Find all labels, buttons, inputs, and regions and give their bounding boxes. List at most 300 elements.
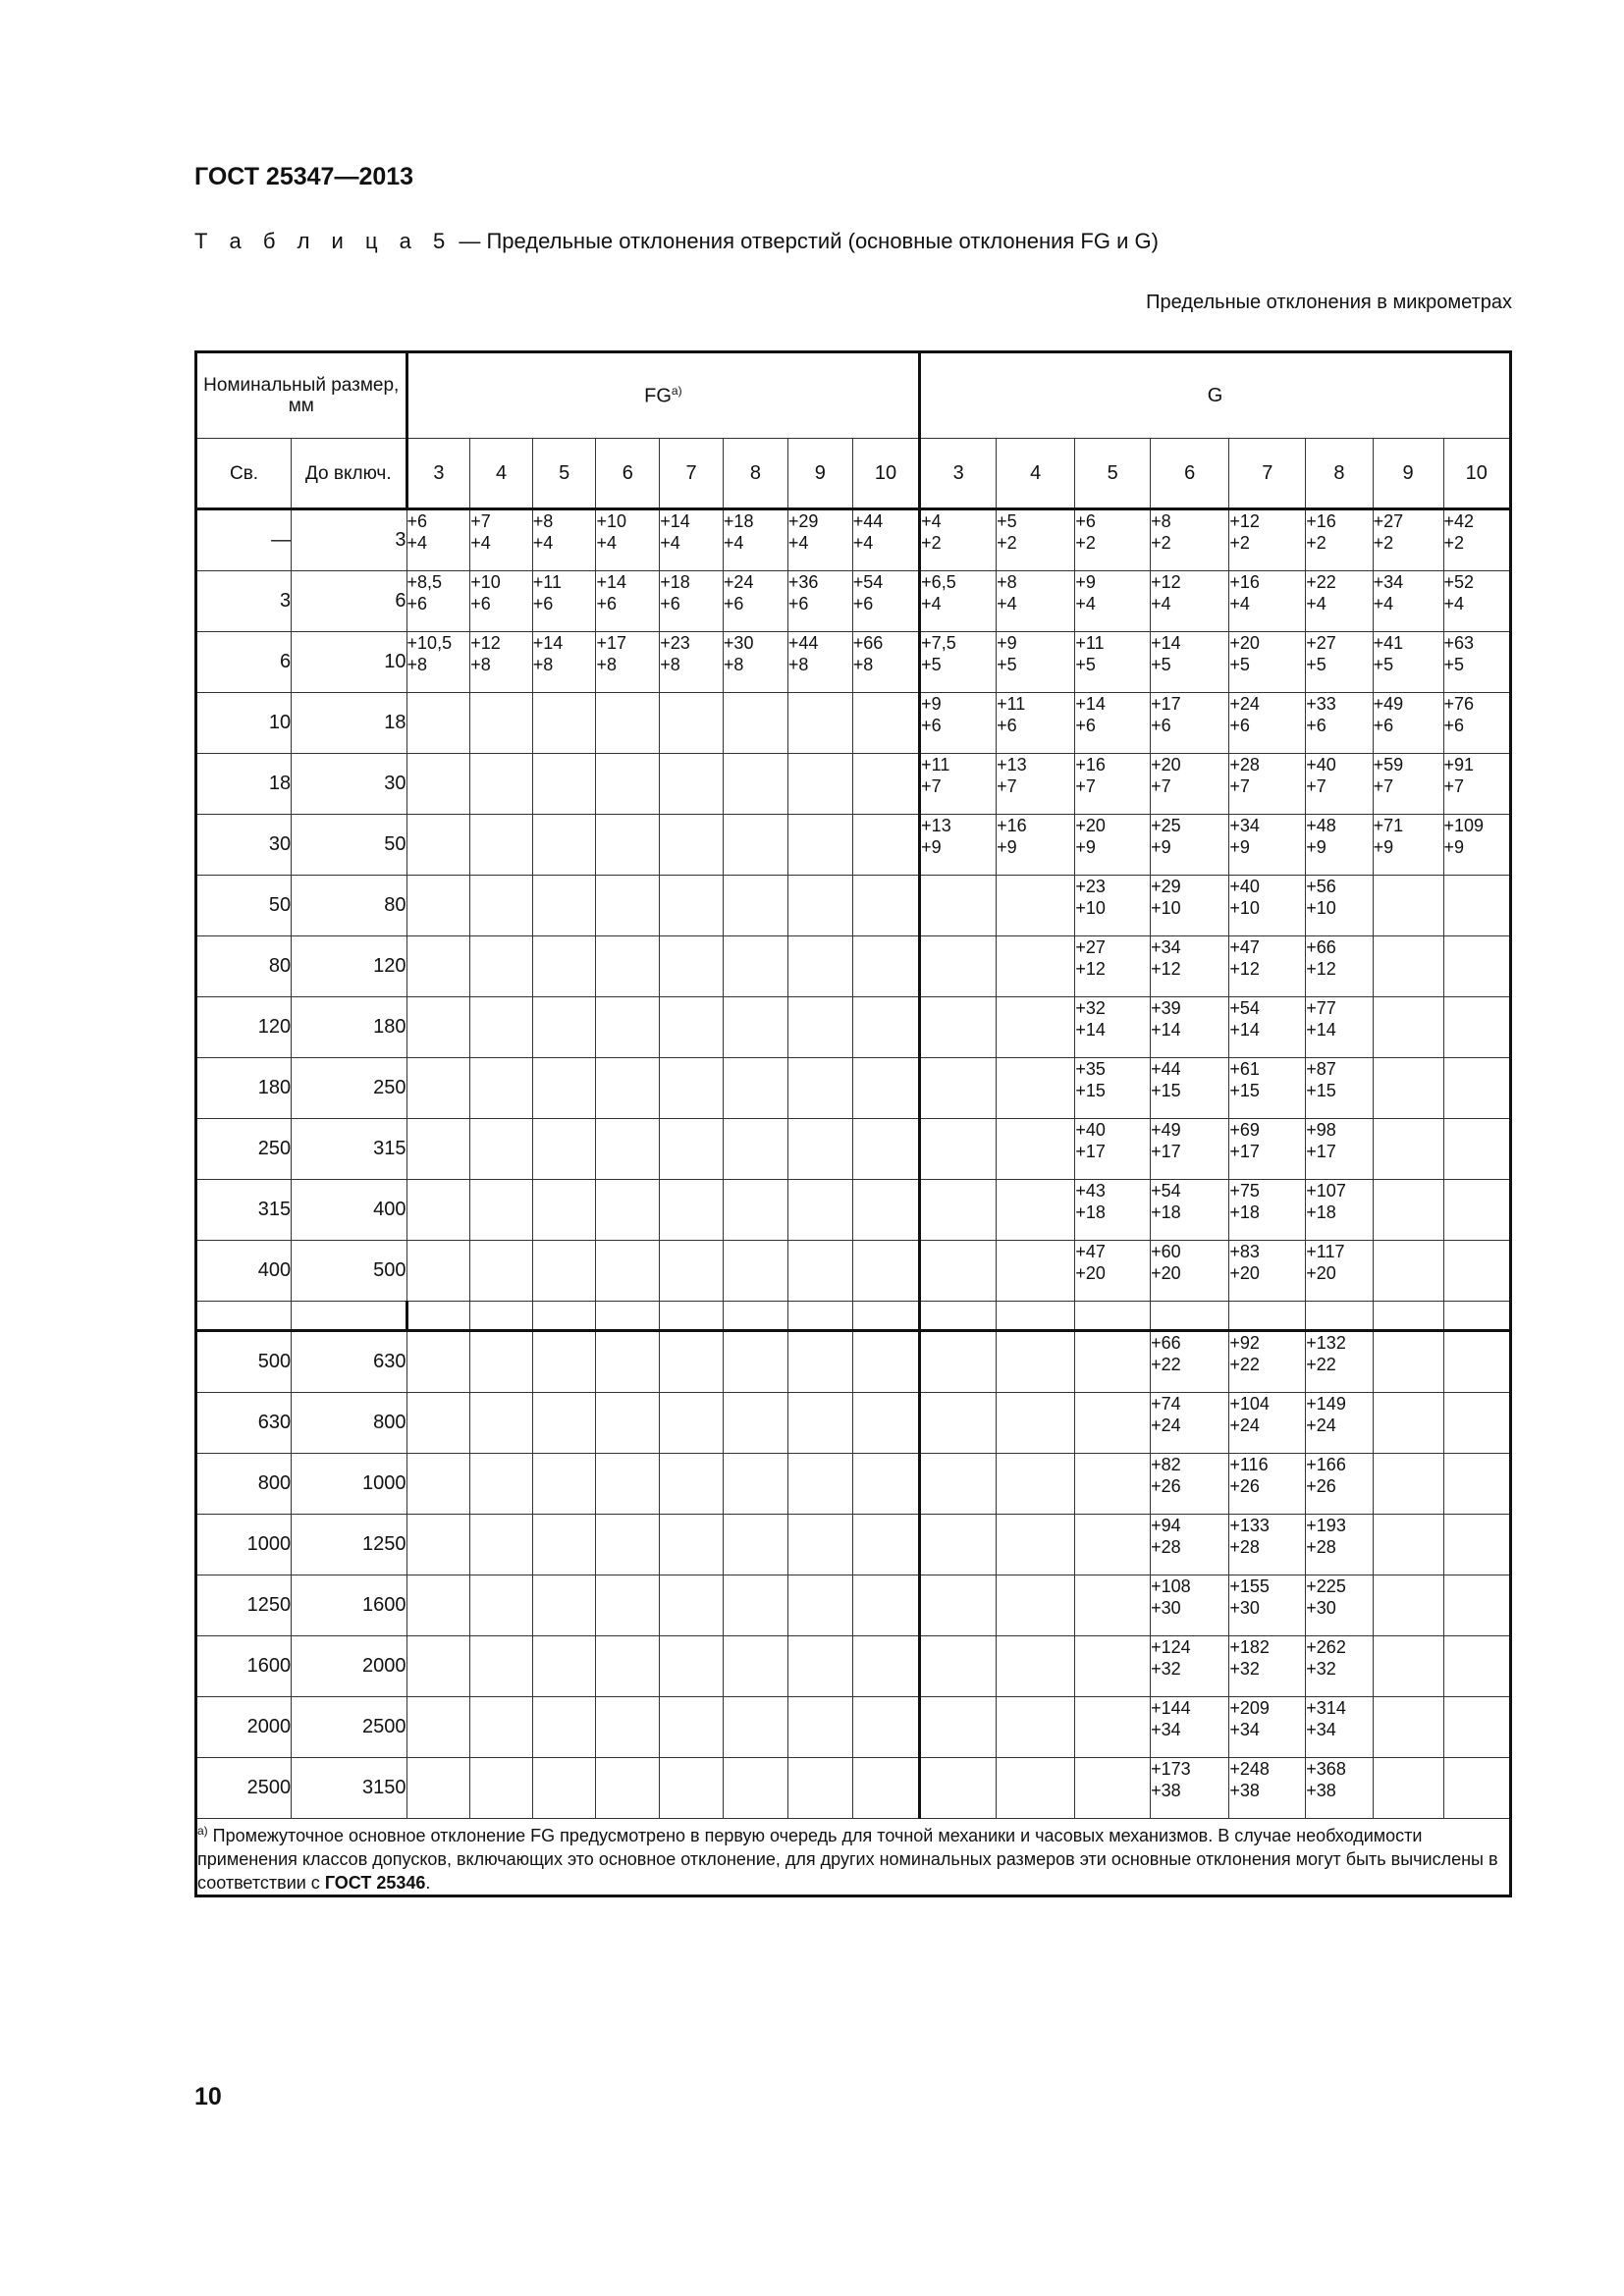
deviation-cell-g-4 [997,1119,1075,1180]
deviation-cell-fg-3 [406,571,470,632]
lower-deviation: +6 [532,594,554,614]
deviation-cell-fg-9 [787,876,852,936]
deviation-cell-g-10 [1443,1575,1511,1636]
deviation-cell-g-5 [1075,1119,1151,1180]
deviation-cell-fg-6 [596,754,660,815]
deviation-cell-g-3 [920,1241,997,1302]
lower-deviation: +5 [1151,655,1171,674]
upper-deviation: +22 [1306,572,1336,592]
deviation-cell-fg-5 [532,997,596,1058]
upper-deviation: +14 [1151,633,1181,653]
deviation-cell-g-4 [997,936,1075,997]
size-from-cell: 315 [196,1180,292,1241]
size-from-cell: 500 [196,1331,292,1393]
table-row [196,1180,1511,1241]
deviation-cell-g-10 [1443,1758,1511,1819]
deviation-cell-g-10 [1443,1515,1511,1575]
deviation-cell-g-10 [1443,754,1511,815]
deviation-cell-fg-6 [596,1697,660,1758]
grade-header-fg-3: 3 [406,439,470,509]
deviation-cell-g-10 [1443,1119,1511,1180]
deviation-cell-g-5 [1075,1758,1151,1819]
table-row [196,632,1511,693]
lower-deviation: +6 [660,594,680,614]
deviation-cell-g-6 [1151,997,1229,1058]
lower-deviation: +38 [1229,1781,1260,1800]
deviation-cell-fg-9 [787,1180,852,1241]
lower-deviation: +22 [1306,1355,1336,1374]
deviation-cell-g-9 [1373,876,1443,936]
upper-deviation: +66 [852,633,884,653]
deviation-cell-g-10 [1443,1393,1511,1454]
upper-deviation: +17 [1151,694,1181,714]
deviation-cell-fg-6 [596,815,660,876]
upper-deviation: +7 [470,511,491,531]
upper-deviation: +83 [1229,1242,1260,1261]
gap-cell [1229,1302,1306,1331]
deviation-cell-g-5 [1075,1058,1151,1119]
deviation-cell-g-4 [997,1575,1075,1636]
deviation-cell-fg-9 [787,1758,852,1819]
deviation-cell-g-3 [920,1331,997,1393]
deviation-cell-fg-5 [532,1636,596,1697]
lower-deviation: +7 [1229,776,1250,796]
upper-deviation: +47 [1229,937,1260,957]
table-row [196,1119,1511,1180]
deviation-cell-g-7 [1229,571,1306,632]
size-from-cell: 6 [196,632,292,693]
deviation-cell-g-4 [997,1393,1075,1454]
deviation-cell-g-6 [1151,1697,1229,1758]
deviation-cell-fg-3 [406,1636,470,1697]
upper-deviation: +108 [1151,1576,1191,1596]
size-from-cell: 120 [196,997,292,1058]
deviation-cell-g-5 [1075,754,1151,815]
upper-deviation: +54 [852,572,884,592]
upper-deviation: +314 [1306,1698,1346,1718]
lower-deviation: +17 [1151,1142,1181,1161]
deviation-cell-g-5 [1075,571,1151,632]
table-row [196,1697,1511,1758]
upper-deviation: +368 [1306,1759,1346,1779]
deviation-cell-fg-5 [532,1393,596,1454]
lower-deviation: +38 [1306,1781,1336,1800]
deviation-cell-fg-10 [852,1636,919,1697]
lower-deviation: +10 [1151,898,1181,918]
deviation-cell-fg-10 [852,571,919,632]
upper-deviation: +144 [1151,1698,1191,1718]
deviation-cell-g-5 [1075,509,1151,571]
deviation-cell-fg-7 [660,1515,724,1575]
deviation-cell-g-5 [1075,815,1151,876]
group-fg-mark: a) [671,383,682,398]
size-to-cell: 30 [292,754,406,815]
upper-deviation: +35 [1075,1059,1106,1079]
size-from-cell: 1600 [196,1636,292,1697]
deviation-cell-fg-4 [470,693,533,754]
gap-cell [1373,1302,1443,1331]
deviation-cell-g-9 [1373,997,1443,1058]
deviation-cell-g-4 [997,632,1075,693]
deviation-cell-fg-3 [406,1575,470,1636]
size-from-cell: 180 [196,1058,292,1119]
deviation-cell-g-8 [1306,936,1373,997]
deviation-cell-g-9 [1373,693,1443,754]
lower-deviation: +6 [1306,716,1326,735]
deviation-cell-fg-3 [406,1515,470,1575]
deviation-cell-fg-7 [660,876,724,936]
upper-deviation: +11 [532,572,562,592]
deviation-cell-g-8 [1306,1058,1373,1119]
grade-header-g-10: 10 [1443,439,1511,509]
lower-deviation: +12 [1151,959,1181,979]
lower-deviation: +9 [1229,837,1250,857]
gap-cell [596,1302,660,1331]
lower-deviation: +30 [1151,1598,1181,1618]
deviation-cell-g-7 [1229,632,1306,693]
deviation-cell-fg-6 [596,693,660,754]
deviation-cell-g-10 [1443,876,1511,936]
deviation-cell-fg-3 [406,509,470,571]
size-to-cell: 1000 [292,1454,406,1515]
deviation-cell-fg-6 [596,876,660,936]
lower-deviation: +12 [1075,959,1106,979]
deviation-cell-g-9 [1373,1058,1443,1119]
deviation-cell-fg-4 [470,1636,533,1697]
grade-header-fg-5: 5 [532,439,596,509]
deviation-cell-fg-10 [852,693,919,754]
deviation-cell-g-10 [1443,1636,1511,1697]
upper-deviation: +18 [660,572,690,592]
upper-deviation: +24 [1229,694,1260,714]
deviation-cell-fg-10 [852,1119,919,1180]
size-from-cell: 18 [196,754,292,815]
deviation-cell-g-3 [920,571,997,632]
deviation-cell-fg-10 [852,754,919,815]
lower-deviation: +10 [1229,898,1260,918]
deviation-cell-g-10 [1443,571,1511,632]
deviation-cell-g-10 [1443,1058,1511,1119]
deviation-cell-fg-6 [596,509,660,571]
deviation-cell-g-6 [1151,509,1229,571]
deviation-cell-g-9 [1373,1636,1443,1697]
deviation-cell-g-5 [1075,876,1151,936]
lower-deviation: +4 [997,594,1017,614]
deviation-cell-g-3 [920,1393,997,1454]
deviation-cell-fg-4 [470,1331,533,1393]
deviation-cell-g-9 [1373,1180,1443,1241]
gap-cell [920,1302,997,1331]
lower-deviation: +20 [1075,1263,1106,1283]
deviation-table [194,350,1512,1897]
deviation-cell-fg-7 [660,1241,724,1302]
lower-deviation: +15 [1306,1081,1336,1100]
upper-deviation: +9 [1075,572,1096,592]
gap-cell [406,1302,470,1331]
gap-cell [532,1302,596,1331]
grade-header-g-4: 4 [997,439,1075,509]
deviation-cell-fg-7 [660,693,724,754]
deviation-cell-g-7 [1229,1575,1306,1636]
lower-deviation: +18 [1306,1202,1336,1222]
lower-deviation: +18 [1075,1202,1106,1222]
deviation-cell-fg-4 [470,754,533,815]
deviation-cell-fg-8 [723,1241,787,1302]
deviation-cell-g-3 [920,1454,997,1515]
to-header: До включ. [292,439,406,509]
lower-deviation: +4 [1075,594,1096,614]
size-header: Номинальный размер, мм [196,352,407,439]
lower-deviation: +5 [1443,655,1465,674]
deviation-cell-fg-4 [470,815,533,876]
lower-deviation: +12 [1229,959,1260,979]
lower-deviation: +10 [1306,898,1336,918]
deviation-cell-g-3 [920,1636,997,1697]
size-from-cell: — [196,509,292,571]
deviation-cell-fg-8 [723,632,787,693]
deviation-cell-g-8 [1306,1454,1373,1515]
upper-deviation: +41 [1373,633,1404,653]
table-row [196,1454,1511,1515]
deviation-cell-fg-3 [406,1058,470,1119]
deviation-cell-g-7 [1229,1758,1306,1819]
upper-deviation: +47 [1075,1242,1106,1261]
deviation-cell-fg-4 [470,1575,533,1636]
deviation-cell-g-4 [997,1058,1075,1119]
lower-deviation: +2 [921,533,942,553]
deviation-cell-g-4 [997,1697,1075,1758]
size-to-cell: 1600 [292,1575,406,1636]
lower-deviation: +7 [1373,776,1394,796]
deviation-cell-fg-8 [723,1393,787,1454]
lower-deviation: +8 [660,655,680,674]
upper-deviation: +8,5 [406,572,443,592]
lower-deviation: +8 [852,655,874,674]
upper-deviation: +8 [1151,511,1171,531]
deviation-cell-g-3 [920,876,997,936]
upper-deviation: +133 [1229,1516,1270,1535]
deviation-cell-fg-10 [852,1058,919,1119]
lower-deviation: +9 [1373,837,1394,857]
deviation-cell-fg-9 [787,936,852,997]
upper-deviation: +14 [660,511,690,531]
deviation-cell-g-10 [1443,1180,1511,1241]
deviation-cell-g-8 [1306,1697,1373,1758]
lower-deviation: +14 [1306,1020,1336,1040]
lower-deviation: +32 [1151,1659,1181,1679]
table-row [196,693,1511,754]
deviation-cell-fg-4 [470,1058,533,1119]
deviation-cell-fg-6 [596,997,660,1058]
upper-deviation: +69 [1229,1120,1260,1140]
size-from-cell: 2000 [196,1697,292,1758]
deviation-cell-fg-7 [660,571,724,632]
deviation-cell-fg-4 [470,1241,533,1302]
deviation-cell-fg-9 [787,1241,852,1302]
footnote-text: Промежуточное основное отклонение FG предусмотрено в первую очередь для точной механики и часовых механизмов. В случае необходимости применения классов допусков, включающих это основное отклонение, для других номинальных размеров эти основные отклонения могут быть вычислены в соответствии с [197,1826,1498,1893]
lower-deviation: +7 [1075,776,1096,796]
deviation-cell-fg-3 [406,1241,470,1302]
upper-deviation: +82 [1151,1455,1181,1474]
upper-deviation: +6 [1075,511,1096,531]
deviation-cell-g-7 [1229,936,1306,997]
deviation-cell-fg-3 [406,1697,470,1758]
deviation-cell-fg-9 [787,1454,852,1515]
lower-deviation: +6 [1151,716,1171,735]
deviation-cell-g-4 [997,1515,1075,1575]
deviation-cell-g-9 [1373,754,1443,815]
lower-deviation: +6 [852,594,874,614]
deviation-cell-g-9 [1373,632,1443,693]
size-from-cell: 80 [196,936,292,997]
deviation-cell-fg-6 [596,1454,660,1515]
deviation-cell-fg-7 [660,1575,724,1636]
upper-deviation: +43 [1075,1181,1106,1201]
deviation-cell-fg-6 [596,1758,660,1819]
upper-deviation: +59 [1373,755,1404,774]
table-row [196,1575,1511,1636]
grade-header-g-7: 7 [1229,439,1306,509]
deviation-cell-g-8 [1306,509,1373,571]
lower-deviation: +15 [1151,1081,1181,1100]
deviation-cell-fg-6 [596,1636,660,1697]
deviation-cell-fg-7 [660,632,724,693]
deviation-cell-g-10 [1443,1454,1511,1515]
lower-deviation: +18 [1151,1202,1181,1222]
size-to-cell: 800 [292,1393,406,1454]
deviation-cell-g-5 [1075,936,1151,997]
deviation-cell-fg-7 [660,1058,724,1119]
lower-deviation: +6 [787,594,809,614]
gap-cell [1306,1302,1373,1331]
upper-deviation: +262 [1306,1637,1346,1657]
deviation-cell-g-7 [1229,876,1306,936]
upper-deviation: +16 [997,816,1027,835]
upper-deviation: +66 [1151,1333,1181,1353]
deviation-cell-fg-10 [852,1575,919,1636]
upper-deviation: +34 [1151,937,1181,957]
deviation-cell-g-8 [1306,632,1373,693]
deviation-cell-fg-4 [470,1758,533,1819]
upper-deviation: +7,5 [921,633,956,653]
lower-deviation: +2 [1075,533,1096,553]
gap-cell [1075,1302,1151,1331]
upper-deviation: +209 [1229,1698,1270,1718]
deviation-cell-g-9 [1373,1119,1443,1180]
lower-deviation: +9 [921,837,942,857]
table-row [196,876,1511,936]
deviation-cell-fg-7 [660,1636,724,1697]
deviation-cell-g-9 [1373,936,1443,997]
size-from-cell: 800 [196,1454,292,1515]
deviation-cell-fg-8 [723,1575,787,1636]
upper-deviation: +39 [1151,998,1181,1018]
deviation-cell-g-8 [1306,1636,1373,1697]
lower-deviation: +6 [921,716,942,735]
upper-deviation: +13 [921,816,951,835]
lower-deviation: +30 [1306,1598,1336,1618]
deviation-cell-g-5 [1075,1697,1151,1758]
deviation-cell-g-9 [1373,1393,1443,1454]
lower-deviation: +6 [723,594,744,614]
grade-header-fg-4: 4 [470,439,533,509]
deviation-cell-fg-5 [532,1515,596,1575]
lower-deviation: +10 [1075,898,1106,918]
upper-deviation: +54 [1229,998,1260,1018]
upper-deviation: +17 [596,633,627,653]
deviation-cell-fg-6 [596,1515,660,1575]
deviation-cell-fg-5 [532,936,596,997]
deviation-cell-fg-4 [470,1697,533,1758]
deviation-cell-g-6 [1151,632,1229,693]
deviation-cell-fg-5 [532,632,596,693]
deviation-cell-g-8 [1306,1180,1373,1241]
lower-deviation: +6 [997,716,1017,735]
lower-deviation: +8 [723,655,744,674]
size-from-cell: 3 [196,571,292,632]
deviation-cell-g-7 [1229,815,1306,876]
lower-deviation: +26 [1229,1476,1260,1496]
deviation-cell-g-4 [997,571,1075,632]
size-to-cell: 3150 [292,1758,406,1819]
lower-deviation: +6 [1443,716,1465,735]
size-from-cell: 250 [196,1119,292,1180]
upper-deviation: +60 [1151,1242,1181,1261]
deviation-cell-fg-5 [532,509,596,571]
document-header: ГОСТ 25347—2013 [194,163,414,190]
deviation-cell-fg-4 [470,509,533,571]
deviation-cell-g-5 [1075,1241,1151,1302]
upper-deviation: +248 [1229,1759,1270,1779]
grade-header-g-9: 9 [1373,439,1443,509]
upper-deviation: +8 [997,572,1017,592]
lower-deviation: +17 [1306,1142,1336,1161]
lower-deviation: +15 [1075,1081,1106,1100]
deviation-cell-g-10 [1443,509,1511,571]
gap-cell [852,1302,919,1331]
lower-deviation: +2 [1443,533,1465,553]
deviation-cell-fg-6 [596,1575,660,1636]
deviation-cell-fg-5 [532,693,596,754]
deviation-cell-g-5 [1075,1331,1151,1393]
upper-deviation: +56 [1306,877,1336,896]
upper-deviation: +10 [596,511,627,531]
upper-deviation: +54 [1151,1181,1181,1201]
deviation-cell-fg-10 [852,1758,919,1819]
deviation-cell-fg-5 [532,754,596,815]
upper-deviation: +155 [1229,1576,1270,1596]
upper-deviation: +132 [1306,1333,1346,1353]
lower-deviation: +9 [1443,837,1465,857]
deviation-cell-fg-3 [406,1180,470,1241]
deviation-cell-fg-9 [787,754,852,815]
upper-deviation: +34 [1373,572,1404,592]
deviation-cell-fg-9 [787,1119,852,1180]
upper-deviation: +10,5 [406,633,453,653]
deviation-cell-g-4 [997,815,1075,876]
lower-deviation: +6 [1373,716,1394,735]
deviation-cell-fg-6 [596,1331,660,1393]
from-header: Св. [196,439,292,509]
footnote-end: . [425,1873,431,1893]
lower-deviation: +2 [1229,533,1250,553]
deviation-cell-fg-10 [852,815,919,876]
upper-deviation: +94 [1151,1516,1181,1535]
deviation-cell-fg-7 [660,754,724,815]
deviation-cell-g-7 [1229,1180,1306,1241]
upper-deviation: +10 [470,572,501,592]
size-from-cell: 10 [196,693,292,754]
